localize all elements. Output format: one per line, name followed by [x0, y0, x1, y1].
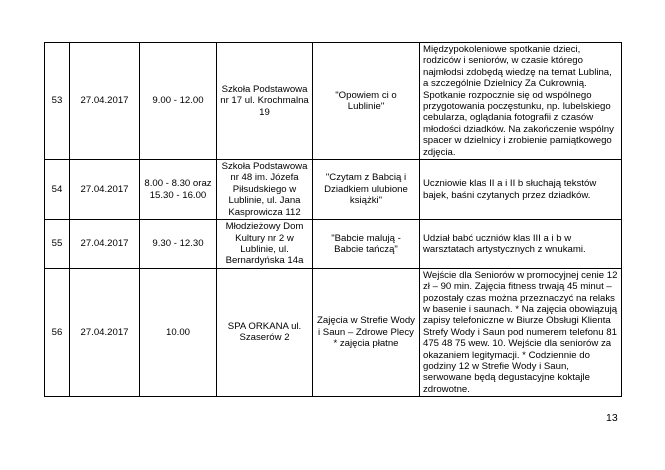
table-row [45, 160, 622, 220]
row-number: 56 [45, 268, 70, 396]
event-date: 27.04.2017 [70, 160, 140, 220]
row-number: 54 [45, 160, 70, 220]
event-description: Udział babć uczniów klas III a i b w warsztatach artystycznych z wnukami. [420, 220, 622, 269]
event-description: Wejście dla Seniorów w promocyjnej cenie 12 zł – 90 min. Zajęcia fitness trwają 45 minut – pozostały czas można przeznaczyć na relaks w basenie i saunach. * Na zajęcia obowiązują zapisy telefoniczne w Biurze Obsługi Klienta Strefy Wody i Saun pod numerem telefonu 81 475 48 75 wew. 10. Wejście dla seniorów za okazaniem legitymacji. * Codziennie do godziny 12 w Strefie Wody i Saun, serwowane będą degustacyjne koktajle zdrowotne. [420, 268, 622, 396]
page-number: 13 [606, 412, 618, 424]
event-place: Szkoła Podstawowa nr 48 im. Józefa Piłsudskiego w Lublinie, ul. Jana Kasprowicza 112 [217, 160, 313, 220]
event-description: Uczniowie klas II a i II b słuchają tekstów bajek, baśni czytanych przez dziadków. [420, 160, 622, 220]
event-title: "Babcie malują - Babcie tańczą" [313, 220, 420, 269]
event-date: 27.04.2017 [70, 268, 140, 396]
table-row [45, 220, 622, 269]
event-title: Zajęcia w Strefie Wody i Saun – Zdrowe Plecy * zajęcia płatne [313, 268, 420, 396]
event-time: 10.00 [140, 268, 217, 396]
event-place: SPA ORKANA ul. Szaserów 2 [217, 268, 313, 396]
events-table [44, 42, 622, 397]
row-number: 55 [45, 220, 70, 269]
event-time: 8.00 - 8.30 oraz 15.30 - 16.00 [140, 160, 217, 220]
table-row [45, 43, 622, 160]
event-description: Międzypokoleniowe spotkanie dzieci, rodziców i seniorów, w czasie którego najmłodsi zdobędą wiedzę na temat Lublina, a szczególnie Dzielnicy Za Cukrownią. Spotkanie rozpocznie się od wspólnego przygotowania poczęstunku, np. lubelskiego cebularza, oglądania fotografii z czasów młodości dziadków. Na zakończenie wspólny spacer w dzielnicy i zrobienie pamiątkowego zdjęcia. [420, 43, 622, 160]
event-place: Młodzieżowy Dom Kultury nr 2 w Lublinie, ul. Bernardyńska 14a [217, 220, 313, 269]
event-date: 27.04.2017 [70, 43, 140, 160]
event-title: "Czytam z Babcią i Dziadkiem ulubione książki" [313, 160, 420, 220]
event-place: Szkoła Podstawowa nr 17 ul. Krochmalna 19 [217, 43, 313, 160]
event-date: 27.04.2017 [70, 220, 140, 269]
event-title: "Opowiem ci o Lublinie" [313, 43, 420, 160]
event-time: 9.30 - 12.30 [140, 220, 217, 269]
event-time: 9.00 - 12.00 [140, 43, 217, 160]
row-number: 53 [45, 43, 70, 160]
table-row [45, 268, 622, 396]
